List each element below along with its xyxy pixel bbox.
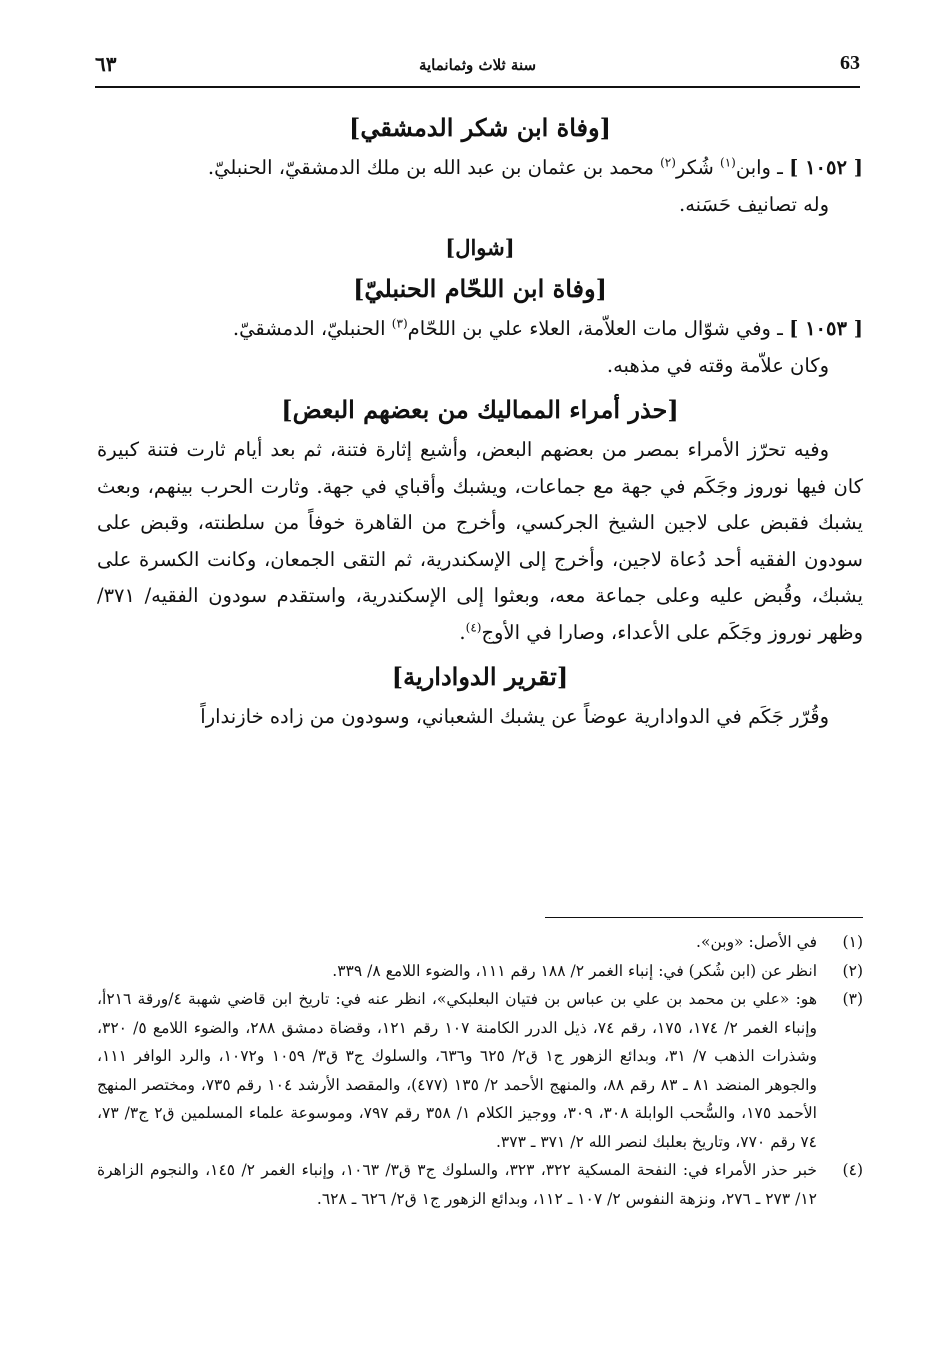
footnotes [97, 928, 863, 1213]
body-paragraph: وله تصانيف حَسَنه. [679, 192, 829, 216]
main-text [97, 106, 863, 736]
footnote-number: (٣) [842, 990, 863, 1008]
body-paragraph [97, 432, 863, 651]
section-heading: [وفاة ابن اللحّام الحنبليّ] [353, 274, 607, 303]
footnote-ref: (٢) [660, 155, 676, 170]
footnote-number: (٤) [842, 1161, 863, 1179]
footnote [97, 957, 863, 986]
footnote-number: (٢) [842, 961, 863, 980]
entry-paragraph [97, 150, 863, 187]
footnote-number: (١) [842, 933, 863, 951]
entry-paragraph [97, 311, 863, 348]
entry-number: [ ١٠٥٢ ] [789, 156, 863, 179]
footnote-ref: (٣) [391, 316, 408, 331]
paragraph-text: وفيه تحرّز الأمراء بمصر من بعضهم البعض، وأشيع إثارة فتنة، ثم بعد أيام ثارت فتنة كبيرة كان فيها نوروز وجَكَم في جهة مع جماعات، ويشبك وأقباي في جهة. وثارت الحرب بينهم، وبعث يشبك فقبض على لاجين الشيخ الجركسي، وأخرج من القاهرة خوفاً من سلطنته، وقبض على سودون الفقيه أحد دُعاة لاجين، وأخرج إلى الإسكندرية، ثم التقى الجمعان، وكانت الكسرة على يشبك، وقُبض عليه وعلى جماعة معه، وبعثوا إلى الإسكندرية، واستقدم سودون الفقيه/ ٣٧١/وظهر نوروز وجَكَم على الأعداء، وصارا في الأوج [97, 438, 863, 644]
footnote-text: في الأصل: «وبن». [696, 933, 817, 951]
footnote [97, 985, 863, 1156]
body-paragraph: وكان علاّمة وقته في مذهبه. [606, 353, 829, 377]
page-number-latin: 63 [840, 52, 860, 74]
running-title: سنة ثلاث وثمانماية [418, 56, 537, 74]
body-paragraph: وقُرّر جَكَم في الدوادارية عوضاً عن يشبك الشعباني، وسودون من زاده خازنداراً [200, 705, 829, 728]
entry-text: ـ وفي شوّال مات العلاّمة، العلاء علي بن اللحّام [407, 317, 790, 340]
entry-text: الحنبليّ، الدمشقيّ. [232, 317, 392, 340]
footnote-rule [545, 917, 863, 918]
entry-text: ـ وابن [735, 156, 790, 179]
page-number-arabic: ٦٣ [95, 52, 117, 76]
entry-text: شُكر [675, 156, 721, 179]
section-heading: [وفاة ابن شكر الدمشقي] [349, 113, 611, 142]
entry-text: محمد بن عثمان بن عبد الله بن ملك الدمشقيّ، الحنبليّ. [207, 156, 661, 179]
footnote-text: هو: «علي بن محمد بن علي بن عباس بن فتيان البعلبكي»، انظر عنه في: تاريخ ابن قاضي شهبة ٤/ورقة ٢١٦أ، وإنباء الغمر ٢/ ١٧٤، ١٧٥، رقم ٧٤، ذيل الدرر الكامنة ١٠٧ رقم ١٢١، وقضاة دمشق ٢٨٨، والضوء اللامع ٥/ ٣٢٠، وشذرات الذهب ٧/ ٣١، وبدائع الزهور ج١ ق٢/ ٦٢٥ و٦٣٦، والسلوك ج٣ ق٣/ ١٠٥٩ و١٠٧٢، والرد الوافر ١١١، والجوهر المنضد ٨١ ـ ٨٣ رقم ٨٨، والمنهج الأحمد ٢/ ١٣٥ (٤٧٧)، والمقصد الأرشد ١٠٤ رقم ٧٣٥، ومختصر المنهج الأحمد ١٧٥، والسُّحب الوابلة ٣٠٨، ٣٠٩، ووجيز الكلام ١/ ٣٥٨ رقم ٧٩٧، وموسوعة علماء المسلمين ق٢ ج٣/ ٧٣، ٧٤ رقم ٧٧٠، وتاريخ بعلبك لنصر الله ٢/ ٣٧١ ـ ٣٧٣. [97, 990, 818, 1151]
footnote [97, 1156, 863, 1213]
paragraph-text: . [459, 620, 466, 644]
entry-number: [ ١٠٥٣ ] [789, 317, 863, 340]
section-heading: [حذر أمراء المماليك من بعضهم البعض] [281, 395, 679, 424]
footnote-ref: (١) [720, 155, 736, 170]
header-rule [95, 86, 860, 88]
footnote-text: خبر حذر الأمراء في: النفحة المسكية ٣٢٢، ٣٢٣، والسلوك ج٣ ق٣/ ١٠٦٣، وإنباء الغمر ٢/ ١٤٥، والنجوم الزاهرة ١٢/ ٢٧٣ ـ ٢٧٦، ونزهة النفوس ٢/ ١٠٧ ـ ١١٢، وبدائع الزهور ج١ ق٢/ ٦٢٦ ـ ٦٢٨. [97, 1161, 817, 1208]
month-heading: [شوال] [445, 235, 515, 260]
page-header [95, 50, 860, 86]
section-heading: [تقرير الدوادارية] [391, 662, 569, 691]
footnote-text: انظر عن (ابن شُكر) في: إنباء الغمر ٢/ ١٨٨ رقم ١١١، والضوء اللامع ٨/ ٣٣٩. [332, 961, 817, 980]
footnote-ref: (٤) [465, 620, 482, 634]
footnote [97, 928, 863, 957]
